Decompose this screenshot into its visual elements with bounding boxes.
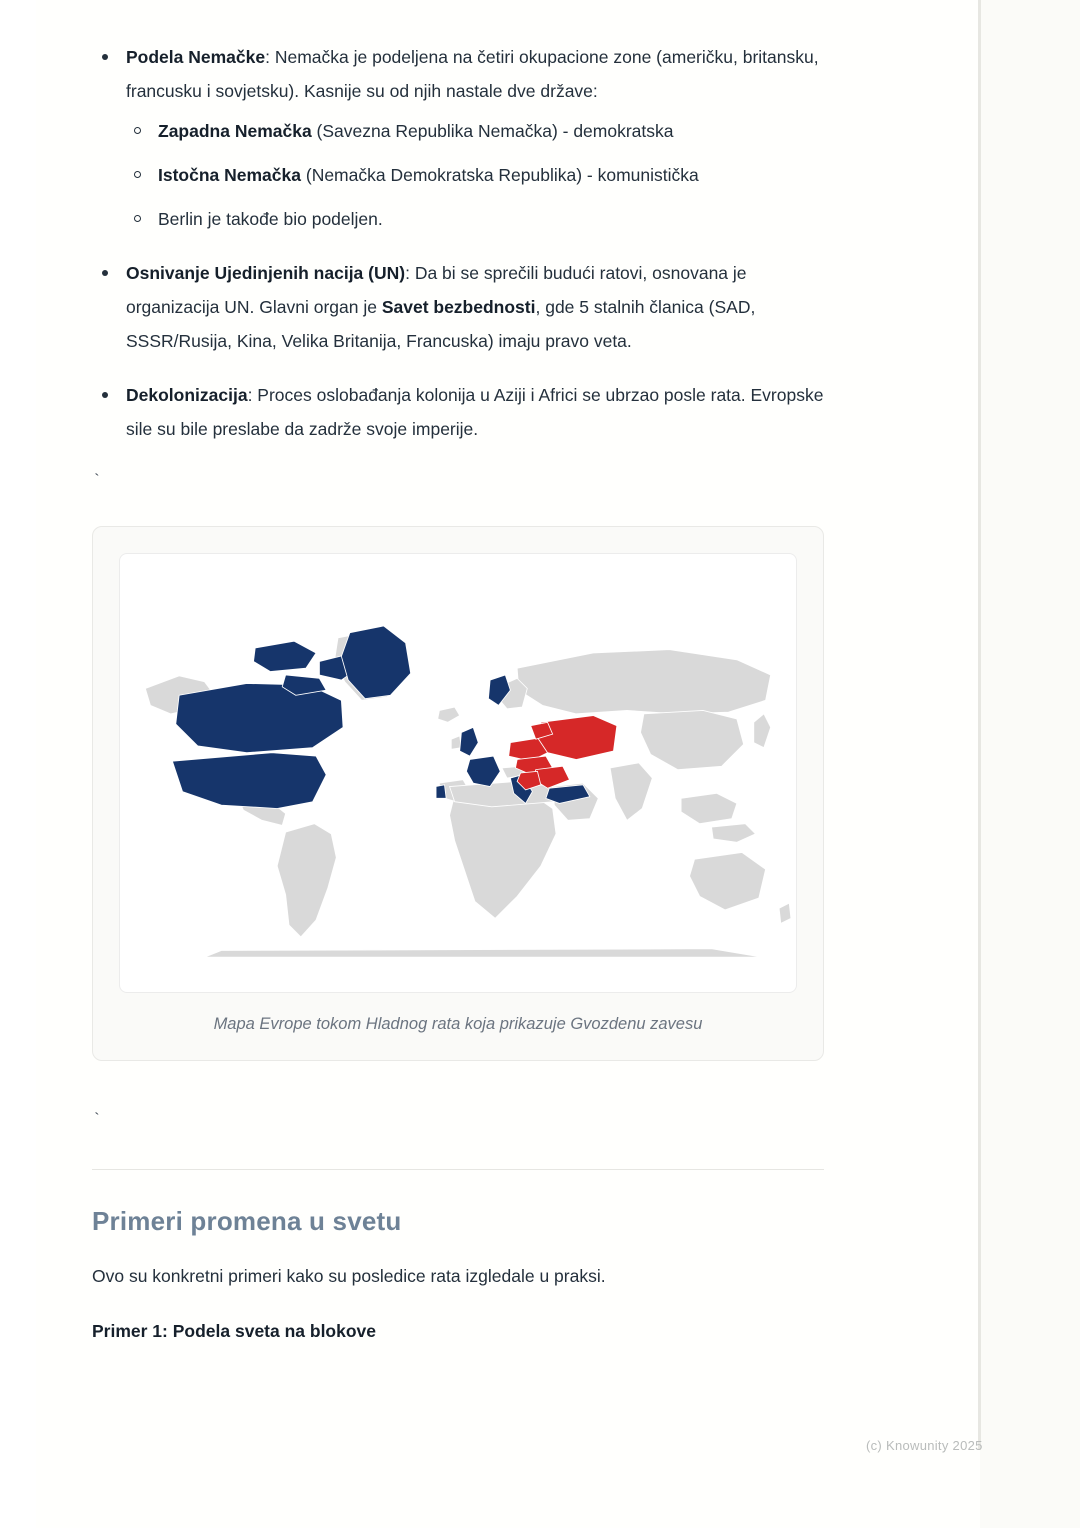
list-item-lead: Dekolonizacija bbox=[126, 385, 248, 405]
list-item-lead: Podela Nemačke bbox=[126, 47, 266, 67]
list-item bbox=[92, 256, 832, 358]
example-1-title: Primer 1: Podela sveta na blokove bbox=[92, 1321, 377, 1341]
list-item-text-2: , gde 5 stalnih članica (SAD, SSSR/Rusija, Kina, Velika Britanija, Francuska) imaju pravo veta. bbox=[126, 297, 756, 351]
list-item-text: : Proces oslobađanja kolonija u Aziji i Africi se ubrzao posle rata. Evropske sile su bile preslabe da zadrže svoje imperije. bbox=[126, 385, 824, 439]
list-item-text: : Nemačka je podeljena na četiri okupacione zone (američku, britansku, francusku i sovjetsku). Kasnije su od njih nastale dve države: bbox=[126, 47, 819, 101]
left-margin bbox=[0, 0, 36, 1528]
list-item bbox=[126, 158, 832, 192]
sub-item-lead: Zapadna Nemačka bbox=[158, 121, 312, 141]
watermark: (c) Knowunity 2025 bbox=[866, 1438, 983, 1453]
world-map-image bbox=[119, 553, 797, 993]
consequences-list bbox=[92, 40, 832, 446]
list-item-lead: Osnivanje Ujedinjenih nacija (UN) bbox=[126, 263, 406, 283]
list-item-text: : Da bi se sprečili budući ratovi, osnovana je organizacija UN. Glavni organ je bbox=[126, 263, 747, 317]
sub-item-lead: Istočna Nemačka bbox=[158, 165, 301, 185]
section-intro: Ovo su konkretni primeri kako su posledice rata izgledale u praksi. bbox=[92, 1266, 606, 1286]
code-marker-1: ` bbox=[92, 472, 102, 490]
right-margin bbox=[980, 0, 1080, 1528]
section-title: Primeri promena u svetu bbox=[92, 1206, 402, 1236]
sub-item-text: (Savezna Republika Nemačka) - demokratska bbox=[311, 121, 674, 141]
list-item bbox=[126, 114, 832, 148]
map-figure bbox=[92, 526, 824, 1061]
figure-caption: Mapa Evrope tokom Hladnog rata koja prikazuje Gvozdenu zavesu bbox=[213, 1015, 703, 1033]
document-content bbox=[92, 40, 832, 1342]
sub-item-text: (Nemačka Demokratska Republika) - komunistička bbox=[301, 165, 699, 185]
list-item-lead-2: Savet bezbednosti bbox=[381, 297, 536, 317]
sub-item-text: Berlin je takođe bio podeljen. bbox=[158, 209, 383, 229]
list-item bbox=[92, 40, 832, 236]
germany-sublist bbox=[126, 114, 832, 236]
list-item bbox=[92, 378, 832, 446]
code-marker-2: ` bbox=[92, 1111, 102, 1129]
right-vertical-rule bbox=[978, 0, 981, 1450]
world-map-svg bbox=[120, 554, 796, 992]
section-divider bbox=[92, 1169, 824, 1170]
list-item bbox=[126, 202, 832, 236]
